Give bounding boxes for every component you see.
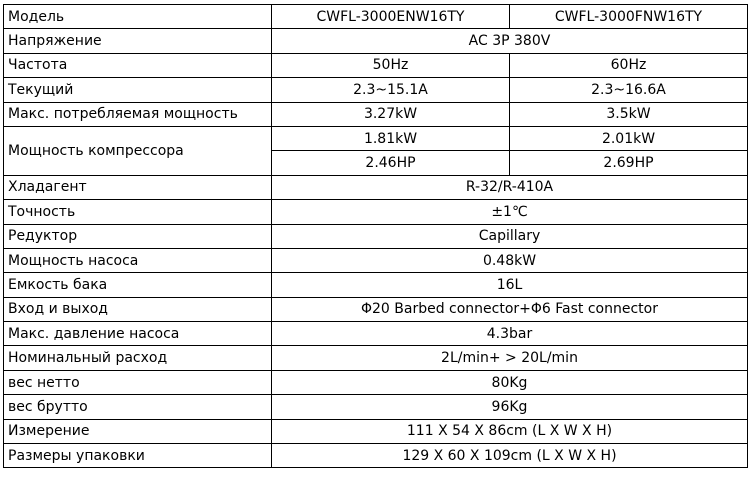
table-row [4, 370, 748, 394]
row-label-inlet-outlet: Вход и выход [4, 297, 272, 321]
row-label-precision: Точность [4, 200, 272, 224]
package-dimensions-value: 129 X 60 X 109cm (L X W X H) [272, 444, 748, 468]
row-label-model: Модель [4, 5, 272, 29]
table-row [4, 444, 748, 468]
compressor-kw-value-2: 2.01kW [510, 126, 748, 150]
frequency-value-2: 60Hz [510, 53, 748, 77]
row-label-compressor-power: Мощность компрессора [4, 126, 272, 175]
row-label-max-pump-pressure: Макс. давление насоса [4, 322, 272, 346]
row-label-tank-capacity: Емкость бака [4, 273, 272, 297]
table-row [4, 126, 748, 150]
table-row [4, 419, 748, 443]
precision-value: ±1℃ [272, 200, 748, 224]
row-label-rated-flow: Номинальный расход [4, 346, 272, 370]
table-row [4, 78, 748, 102]
voltage-value: AC 3P 380V [272, 29, 748, 53]
row-label-dimensions: Измерение [4, 419, 272, 443]
table-row [4, 297, 748, 321]
row-label-pump-power: Мощность насоса [4, 248, 272, 272]
tank-capacity-value: 16L [272, 273, 748, 297]
table-row [4, 224, 748, 248]
compressor-hp-value-2: 2.69HP [510, 151, 748, 175]
table-row [4, 102, 748, 126]
table-row [4, 175, 748, 199]
row-label-gross-weight: вес брутто [4, 395, 272, 419]
row-label-current: Текущий [4, 78, 272, 102]
table-row [4, 346, 748, 370]
model-value-1: CWFL-3000ENW16TY [272, 5, 510, 29]
pump-power-value: 0.48kW [272, 248, 748, 272]
reducer-value: Capillary [272, 224, 748, 248]
row-label-voltage: Напряжение [4, 29, 272, 53]
gross-weight-value: 96Kg [272, 395, 748, 419]
table-row [4, 5, 748, 29]
dimensions-value: 111 X 54 X 86cm (L X W X H) [272, 419, 748, 443]
rated-flow-value: 2L/min+ > 20L/min [272, 346, 748, 370]
row-label-package-dimensions: Размеры упаковки [4, 444, 272, 468]
compressor-hp-value-1: 2.46HP [272, 151, 510, 175]
table-row [4, 53, 748, 77]
table-row [4, 248, 748, 272]
row-label-frequency: Частота [4, 53, 272, 77]
model-value-2: CWFL-3000FNW16TY [510, 5, 748, 29]
net-weight-value: 80Kg [272, 370, 748, 394]
compressor-kw-value-1: 1.81kW [272, 126, 510, 150]
frequency-value-1: 50Hz [272, 53, 510, 77]
inlet-outlet-value: Φ20 Barbed connector+Φ6 Fast connector [272, 297, 748, 321]
table-row [4, 395, 748, 419]
current-value-2: 2.3~16.6A [510, 78, 748, 102]
spec-table [3, 4, 748, 468]
table-row [4, 29, 748, 53]
refrigerant-value: R-32/R-410A [272, 175, 748, 199]
table-row [4, 200, 748, 224]
row-label-max-power: Макс. потребляемая мощность [4, 102, 272, 126]
current-value-1: 2.3~15.1A [272, 78, 510, 102]
max-pump-pressure-value: 4.3bar [272, 322, 748, 346]
row-label-net-weight: вес нетто [4, 370, 272, 394]
table-row [4, 322, 748, 346]
max-power-value-1: 3.27kW [272, 102, 510, 126]
max-power-value-2: 3.5kW [510, 102, 748, 126]
row-label-refrigerant: Хладагент [4, 175, 272, 199]
row-label-reducer: Редуктор [4, 224, 272, 248]
table-row [4, 273, 748, 297]
